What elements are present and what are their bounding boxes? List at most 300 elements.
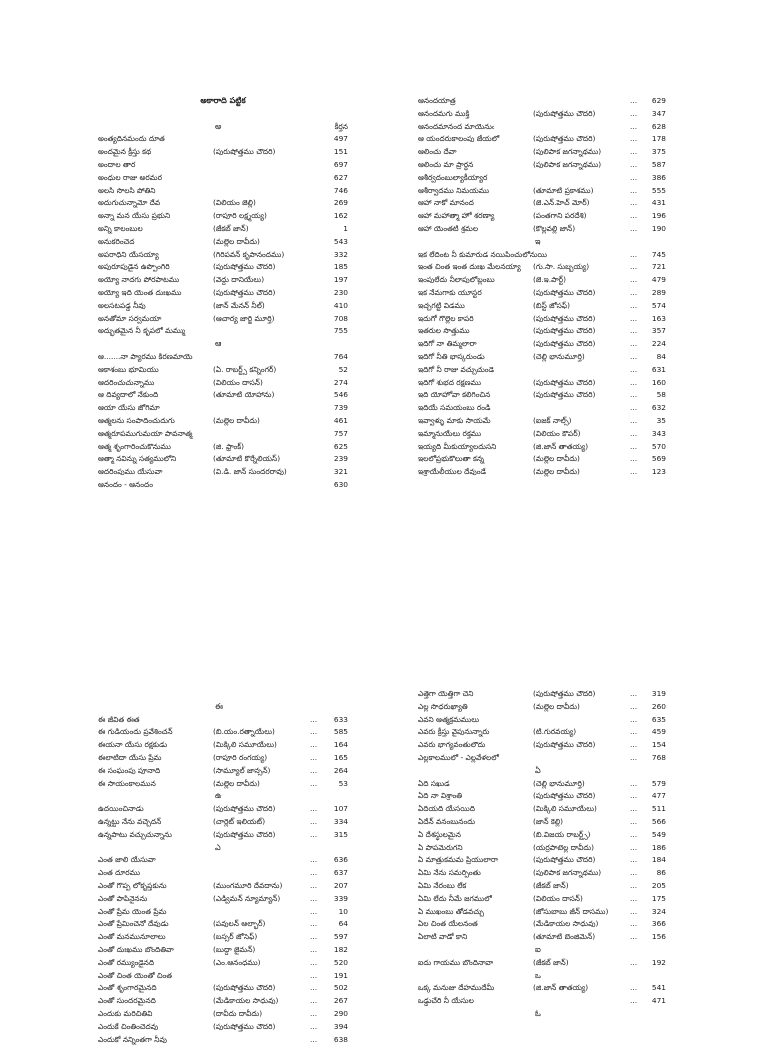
hymn-author: (పురుషోత్తము చౌదరి) <box>533 287 596 297</box>
leader-dots: ... <box>310 727 318 737</box>
index-entry <box>98 415 348 428</box>
index-entry <box>98 944 348 957</box>
hymn-number: 182 <box>333 944 348 954</box>
hymn-title: అపరాధిని యేసయ్యా <box>98 249 159 259</box>
hymn-title: ఉన్నపాటు వచ్చుచున్నాను <box>98 829 172 839</box>
hymn-title: ఏది సఖుడ <box>418 778 450 788</box>
leader-dots: ... <box>630 108 638 118</box>
hymn-number: 708 <box>333 313 348 323</box>
hymn-author: (రాపూరి రంగయ్య) <box>213 752 268 762</box>
index-entry <box>98 778 348 791</box>
leader-dots: ... <box>630 390 638 400</box>
section-heading <box>98 121 348 134</box>
bottom-left-index-column <box>98 688 348 1046</box>
hymn-title: ఏ ముఖంబు తోడవచ్చు <box>418 906 485 916</box>
hymn-title: ఇశ్రాయేలీయుల దేవుండే <box>418 467 486 477</box>
hymn-author: (పురుషోత్తము చౌదరి) <box>213 1021 276 1031</box>
hymn-title: ఎంతో ప్రేమ యెంత ప్రేమ <box>98 906 167 916</box>
leader-dots: ... <box>630 778 638 788</box>
index-entry <box>418 701 666 714</box>
section-letter: ఆ <box>215 339 222 349</box>
leader-dots: ... <box>310 868 318 878</box>
leader-dots: ... <box>630 804 638 814</box>
section-heading <box>418 970 666 983</box>
leader-dots: ... <box>630 791 638 801</box>
hymn-title: ఆనందమానంద మాయెనుఁ <box>418 121 495 131</box>
leader-dots: ... <box>310 906 318 916</box>
index-entry <box>98 402 348 415</box>
hymn-author: (మల్లెల దావీదు) <box>533 701 580 711</box>
index-entry <box>418 931 666 944</box>
hymn-title: ఆయా యేసు జోగిమా <box>98 403 160 413</box>
hymn-title: ఈ జీవిత ఈత <box>98 714 140 724</box>
hymn-title: ఎంతో గొప్ప లోకృప్తకును <box>98 880 167 890</box>
hymn-number: 585 <box>333 727 348 737</box>
leader-dots: ... <box>630 326 638 336</box>
index-title: అకారాది పట్టిక <box>200 96 246 105</box>
hymn-author: (చెల్లి భానుమూర్తి) <box>533 351 585 361</box>
hymn-author: (మల్లెల దావీదు) <box>213 236 260 246</box>
index-entry <box>418 957 666 970</box>
hymn-number: 324 <box>651 906 666 916</box>
leader-dots: ... <box>630 842 638 852</box>
hymn-title: అలసటపడ్డ నీవు <box>98 300 146 310</box>
hymn-number: 625 <box>333 441 348 451</box>
leader-dots: ... <box>310 804 318 814</box>
hymn-title: ఆనందమగు ముక్తి <box>418 108 470 118</box>
hymn-number: 764 <box>333 351 348 361</box>
hymn-title: ఆకాశంబు భూమియు <box>98 364 159 374</box>
hymn-number: 205 <box>651 880 666 890</box>
index-entry <box>418 249 666 262</box>
hymn-number: 332 <box>333 249 348 259</box>
hymn-number: 461 <box>333 415 348 425</box>
hymn-number: 755 <box>333 326 348 336</box>
hymn-number: 637 <box>333 868 348 878</box>
index-entry <box>98 351 348 364</box>
hymn-title: ఎందుకే చింతించెదవు <box>98 1021 159 1031</box>
index-entry <box>98 377 348 390</box>
index-entry <box>418 726 666 739</box>
leader-dots: ... <box>630 701 638 711</box>
index-entry <box>418 995 666 1008</box>
index-entry <box>418 790 666 803</box>
index-entry <box>418 982 666 995</box>
hymn-author: (తూమాటి ప్రకాశము) <box>533 185 594 195</box>
hymn-author: (పురుషోత్తము చౌదరి) <box>533 134 596 144</box>
hymn-author: (మల్లెల దావీదు) <box>213 415 260 425</box>
hymn-author: (బి.యం.రత్నాయేలు) <box>213 727 275 737</box>
hymn-number: 162 <box>333 211 348 221</box>
hymn-author: (బి.విజయ రాబర్ట్స్) <box>533 829 591 839</box>
hymn-title: ఎంతో ప్రేమించెనో దేవుడు <box>98 919 169 929</box>
hymn-number: 477 <box>651 791 666 801</box>
hymn-author: (పురుషోత్తము చౌదరి) <box>213 829 276 839</box>
index-entry <box>98 223 348 236</box>
hymn-number: 264 <box>333 765 348 775</box>
hymn-title: ఎంతో మనమునూలాలు <box>98 932 166 942</box>
hymn-title: అలసి సొలసి పోతిని <box>98 185 156 195</box>
hymn-title: ఏ దేశస్థులమైన <box>418 829 461 839</box>
hymn-author: (తూమాటి యోహాను) <box>213 390 275 400</box>
index-entry <box>98 714 348 727</box>
hymn-title: ఎల్లకాలములో - ఎల్లవేళలలో <box>418 752 499 762</box>
hymn-title: ఎంతో శృంగారమైనది <box>98 983 157 993</box>
hymn-author: (గు.సా. సుబ్బయ్య) <box>533 262 590 272</box>
hymn-number: 541 <box>651 983 666 993</box>
hymn-number: 574 <box>651 300 666 310</box>
hymn-author: (జోసుబాబు జీన్ దాసము) <box>533 906 609 916</box>
hymn-title: ఈ సాయంకాలమున <box>98 778 156 788</box>
hymn-title: ఎంతో దుఃఖము బొందితివా <box>98 944 174 954</box>
leader-dots: ... <box>630 121 638 131</box>
hymn-number: 289 <box>651 287 666 297</box>
hymn-author: (పంతగాని పరదేశి) <box>533 211 587 221</box>
hymn-author: (జాన్ మేనన్ నీల్) <box>213 300 265 310</box>
hymn-title: ఈ సంఘంపు పూనాది <box>98 765 161 775</box>
hymn-author: (ఎం.ఆనంధము) <box>213 957 261 967</box>
hymn-title: ఎత్తెగా యెత్తిగా చెని <box>418 689 474 698</box>
hymn-title: ఇదిగో నీ రాజు వచ్చుచుండె <box>418 364 495 374</box>
top-right-index-column <box>418 95 666 479</box>
hymn-author: (పులిపాక జగన్నాథము) <box>533 147 602 157</box>
hymn-number: 479 <box>651 275 666 285</box>
hymn-author: (జేకబ్ జాన్) <box>213 223 249 233</box>
leader-dots: ... <box>630 467 638 477</box>
hymn-author: (ఐజక్ నాల్స్) <box>533 415 572 425</box>
hymn-number: 635 <box>651 714 666 724</box>
leader-dots: ... <box>310 957 318 967</box>
hymn-author: (పులిపాక జగన్నాథము) <box>533 868 602 878</box>
hymn-title: ఎందుకు మరిచితివి <box>98 1008 153 1018</box>
hymn-author: (టి.గురవయ్య) <box>533 727 577 737</box>
hymn-author: (మల్లెల దావీదు) <box>213 778 260 788</box>
section-letter: ఓ <box>535 1008 541 1018</box>
hymn-title: ఆత్మలను సంపాదించుదుగు <box>98 415 175 425</box>
hymn-title: ఇదుగో గొల్లెల కాపరి <box>418 313 474 323</box>
hymn-author: (పురుషోత్తము చౌదరి) <box>213 287 276 297</box>
hymn-number: 632 <box>651 403 666 413</box>
hymn-number: 386 <box>651 172 666 182</box>
hymn-author: (గిరిపవన్ కృపానందము) <box>213 249 285 259</box>
hymn-author: (వెద్దు దానియేలు) <box>213 275 265 285</box>
hymn-author: (జె.ఇ.పార్ట్) <box>533 275 566 285</box>
hymn-author: (వి.డి. జాన్ సుందరరావు) <box>213 467 287 477</box>
index-entry <box>98 931 348 944</box>
hymn-title: ఆదరింపుము యేసువా <box>98 467 163 477</box>
leader-dots: ... <box>630 454 638 464</box>
hymn-number: 196 <box>651 211 666 221</box>
hymn-number: 224 <box>651 339 666 349</box>
leader-dots: ... <box>630 829 638 839</box>
index-entry <box>98 453 348 466</box>
index-entry <box>98 739 348 752</box>
leader-dots: ... <box>630 172 638 182</box>
index-entry <box>98 906 348 919</box>
hymn-author: (రాపూరి లక్ష్మయ్య) <box>213 211 267 221</box>
leader-dots: ... <box>310 1008 318 1018</box>
index-entry <box>98 146 348 159</box>
index-entry <box>98 854 348 867</box>
index-entry <box>418 441 666 454</box>
hymn-title: అనుకరించెద <box>98 236 135 246</box>
hymn-author: (చార్లెట్ ఇలియట్) <box>213 816 266 826</box>
section-heading <box>98 338 348 351</box>
hymn-number: 375 <box>651 147 666 157</box>
index-entry <box>98 466 348 479</box>
hymn-number: 410 <box>333 300 348 310</box>
hymn-number: 239 <box>333 454 348 464</box>
leader-dots: ... <box>310 829 318 839</box>
hymn-number: 357 <box>651 326 666 336</box>
hymn-title: ఆహా మహాత్మా హో శరణ్యా <box>418 211 495 221</box>
hymn-number: 366 <box>651 919 666 929</box>
hymn-title: ఉదయించినాడు <box>98 804 144 814</box>
hymn-number: 697 <box>333 159 348 169</box>
index-entry <box>98 765 348 778</box>
hymn-title: అదుగుచున్నామో దేవ <box>98 198 161 208</box>
hymn-author: (జి.జాన్ తాతయ్య) <box>533 983 589 993</box>
hymn-number: 339 <box>333 893 348 903</box>
hymn-title: ఈ గుడియందు ప్రవేశించన్ <box>98 727 173 737</box>
index-entry <box>98 133 348 146</box>
hymn-author: (పురుషోత్తము చౌదరి) <box>533 108 596 118</box>
hymn-author: (ఏ. రాబర్ట్స్ కన్నింగర్) <box>213 364 277 374</box>
leader-dots: ... <box>630 159 638 169</box>
index-entry <box>98 803 348 816</box>
hymn-title: అనతోమా సర్వమయా <box>98 313 162 323</box>
leader-dots: ... <box>630 351 638 361</box>
hymn-number: 745 <box>651 249 666 259</box>
hymn-title: ఇక లేదింట నీ కుమారుడ నయిపించులోనుయి <box>418 249 548 259</box>
hymn-number: 191 <box>333 970 348 980</box>
hymn-author: (ఎడ్విమన్ న్యూమ్యాన్) <box>213 893 281 903</box>
hymn-author: (దావీదు దావీదు) <box>213 1008 263 1018</box>
index-entry <box>98 236 348 249</box>
hymn-title: ఎంత జాలి యేసువా <box>98 855 156 865</box>
index-entry <box>418 338 666 351</box>
hymn-number: 629 <box>651 96 666 105</box>
index-entry <box>98 185 348 198</box>
hymn-author: (జి. ఫ్రాంక్) <box>213 441 245 451</box>
leader-dots: ... <box>630 287 638 297</box>
hymn-number: 64 <box>338 919 348 929</box>
index-entry <box>418 274 666 287</box>
section-heading <box>98 790 348 803</box>
leader-dots: ... <box>310 880 318 890</box>
hymn-title: ఏదేన్ వనంబునందు <box>418 816 476 826</box>
hymn-title: ఎవరు భాగ్యవంతులౌదు <box>418 740 486 750</box>
leader-dots: ... <box>630 893 638 903</box>
hymn-number: 768 <box>651 752 666 762</box>
hymn-number: 334 <box>333 816 348 826</box>
leader-dots: ... <box>630 880 638 890</box>
hymn-number: 546 <box>333 390 348 400</box>
hymn-author: (ముంగమూరి దేవదాను) <box>213 880 283 890</box>
index-entry <box>418 428 666 441</box>
hymn-number: 151 <box>333 147 348 157</box>
hymn-number: 630 <box>333 479 348 489</box>
hymn-number: 570 <box>651 441 666 451</box>
hymn-number: 10 <box>338 906 348 916</box>
hymn-number: 459 <box>651 727 666 737</box>
section-heading <box>418 944 666 957</box>
leader-dots: ... <box>310 919 318 929</box>
index-entry <box>418 95 666 108</box>
hymn-author: (జి.జాన్ తాతయ్య) <box>533 441 589 451</box>
hymn-title: ఎంత దూరము <box>98 868 141 878</box>
hymn-number: 569 <box>651 454 666 464</box>
index-entry <box>418 816 666 829</box>
leader-dots: ... <box>630 147 638 157</box>
leader-dots: ... <box>630 983 638 993</box>
hymn-title: ఆహా యెంతటి శ్రమల <box>418 223 479 233</box>
leader-dots: ... <box>630 198 638 208</box>
bottom-right-index-column <box>418 688 666 1021</box>
hymn-title: ఆలించు దేవా <box>418 147 457 157</box>
index-entry <box>98 995 348 1008</box>
hymn-number: 192 <box>651 957 666 967</box>
index-entry <box>418 453 666 466</box>
hymn-title: అందమైన క్రీస్తు కథ <box>98 147 152 157</box>
section-heading <box>98 701 348 714</box>
index-entry <box>418 146 666 159</box>
hymn-number: 52 <box>338 364 348 374</box>
index-entry <box>98 325 348 338</box>
leader-dots: ... <box>630 211 638 221</box>
index-entry <box>418 688 666 701</box>
index-entry <box>98 479 348 492</box>
hymn-author: (మిక్కిలి సమూయేలు) <box>533 804 597 814</box>
hymn-number: 627 <box>333 172 348 182</box>
hymn-author: (పవులన్ ఆల్భార్) <box>213 919 266 929</box>
index-entry <box>98 159 348 172</box>
index-entry <box>418 867 666 880</box>
index-entry <box>98 893 348 906</box>
leader-dots: ... <box>630 364 638 374</box>
hymn-author: (పురుషోత్తము చౌదరి) <box>533 313 596 323</box>
index-entry <box>418 313 666 326</box>
hymn-title: ఇమ్మానుయేలు రక్తము <box>418 428 482 438</box>
section-letter: ఎ <box>215 842 221 852</box>
hymn-author: (బస్సర్ జోసెఫ్) <box>213 932 258 942</box>
leader-dots: ... <box>630 727 638 737</box>
hymn-number: 164 <box>333 740 348 750</box>
hymn-author: (విలియం జెల్లి) <box>213 198 256 208</box>
index-entry <box>418 159 666 172</box>
index-entry <box>98 1021 348 1034</box>
leader-dots: ... <box>630 223 638 233</box>
hymn-number: 267 <box>333 996 348 1006</box>
index-entry <box>98 389 348 402</box>
index-entry <box>418 389 666 402</box>
hymn-number: 156 <box>651 932 666 942</box>
number-column-header: కీర్తన <box>334 121 348 131</box>
index-entry <box>98 249 348 262</box>
hymn-title: ఆలించు మా ప్రార్థన <box>418 159 474 169</box>
leader-dots: ... <box>630 415 638 425</box>
hymn-author: (పురుషోత్తము చౌదరి) <box>533 689 596 698</box>
leader-dots: ... <box>310 714 318 724</box>
index-entry <box>418 829 666 842</box>
hymn-author: (పురుషోత్తము చౌదరి) <box>213 983 276 993</box>
index-entry <box>418 287 666 300</box>
hymn-title: ఎంతో చింత యెంతో చింత <box>98 970 173 980</box>
hymn-title: ఏమి లేదు నీమే జగములో <box>418 893 492 903</box>
hymn-title: ఆశీర్వాదము నిమయము <box>418 185 490 195</box>
index-entry <box>418 906 666 919</box>
index-entry <box>418 714 666 727</box>
hymn-title: ఇది యోహోవా కలిగించిన <box>418 390 491 400</box>
leader-dots: ... <box>630 275 638 285</box>
hymn-title: అంధుల రాజు అరమర <box>98 172 162 182</box>
index-entry <box>98 752 348 765</box>
hymn-title: ఎల్ల సొధరుఖ్యాతి <box>418 701 468 711</box>
index-entry <box>418 300 666 313</box>
leader-dots: ... <box>310 983 318 993</box>
hymn-number: 260 <box>651 701 666 711</box>
hymn-title: ఒడ్డుచేరి నీ యేసుల <box>418 996 474 1006</box>
leader-dots: ... <box>630 752 638 762</box>
hymn-title: ఏ మాత్రుకమమ ప్రియులారా <box>418 855 498 865</box>
hymn-author: (జేకబ్ జాన్) <box>533 957 569 967</box>
index-entry <box>98 261 348 274</box>
index-entry <box>98 428 348 441</box>
hymn-author: (మేడికాయల సాధువు) <box>213 996 279 1006</box>
hymn-title: ఎవని ఆత్మక్రమములు <box>418 714 480 724</box>
hymn-title: ఆత్మా నవిన్ను సత్యములోని <box>98 454 177 464</box>
hymn-title: ఉన్నట్టు నేను వచ్చెదన్ <box>98 816 162 826</box>
hymn-number: 290 <box>333 1008 348 1018</box>
hymn-number: 274 <box>333 377 348 387</box>
index-entry <box>98 287 348 300</box>
leader-dots: ... <box>630 996 638 1006</box>
hymn-title: ఇంపులేదు నీలాపులోబ్లంబు <box>418 275 495 285</box>
leader-dots: ... <box>630 855 638 865</box>
hymn-title: ఆనందం - ఆనందం <box>98 479 153 489</box>
hymn-title: ఆత్మరూపముగుమయా పావనాత్మ <box>98 428 193 438</box>
leader-dots: ... <box>630 919 638 929</box>
hymn-number: 471 <box>651 996 666 1006</box>
index-entry <box>418 172 666 185</box>
index-entry <box>98 867 348 880</box>
leader-dots: ... <box>630 96 638 105</box>
index-entry <box>418 121 666 134</box>
hymn-title: ఇయ్యది మీకుయ్యాలదుసని <box>418 441 497 451</box>
index-entry <box>418 351 666 364</box>
hymn-number: 184 <box>651 855 666 865</box>
hymn-author: (పురుషోత్తము చౌదరి) <box>533 377 596 387</box>
section-heading <box>98 842 348 855</box>
leader-dots: ... <box>630 816 638 826</box>
hymn-author: (బుద్దా జైమన్) <box>213 944 256 954</box>
leader-dots: ... <box>310 1021 318 1031</box>
hymn-title: ఆహా నాకో మానంద <box>418 198 474 208</box>
hymn-title: అయ్యో ఇది యెంత దుఃఖము <box>98 287 182 297</box>
hymn-title: ఆశీర్వదంబుల్యాకీయ్యార <box>418 172 488 182</box>
hymn-title: ఏమి నేరంబు లేక <box>418 880 467 890</box>
index-entry <box>418 893 666 906</box>
hymn-title: ఈలాటిదా యేసు ప్రేమ <box>98 752 162 762</box>
leader-dots: ... <box>630 134 638 144</box>
leader-dots: ... <box>310 996 318 1006</box>
leader-dots: ... <box>630 689 638 698</box>
hymn-number: 207 <box>333 880 348 890</box>
hymn-number: 497 <box>333 134 348 144</box>
hymn-title: ఎంతో సుందరమైనది <box>98 996 156 1006</box>
leader-dots: ... <box>630 428 638 438</box>
hymn-number: 739 <box>333 403 348 413</box>
